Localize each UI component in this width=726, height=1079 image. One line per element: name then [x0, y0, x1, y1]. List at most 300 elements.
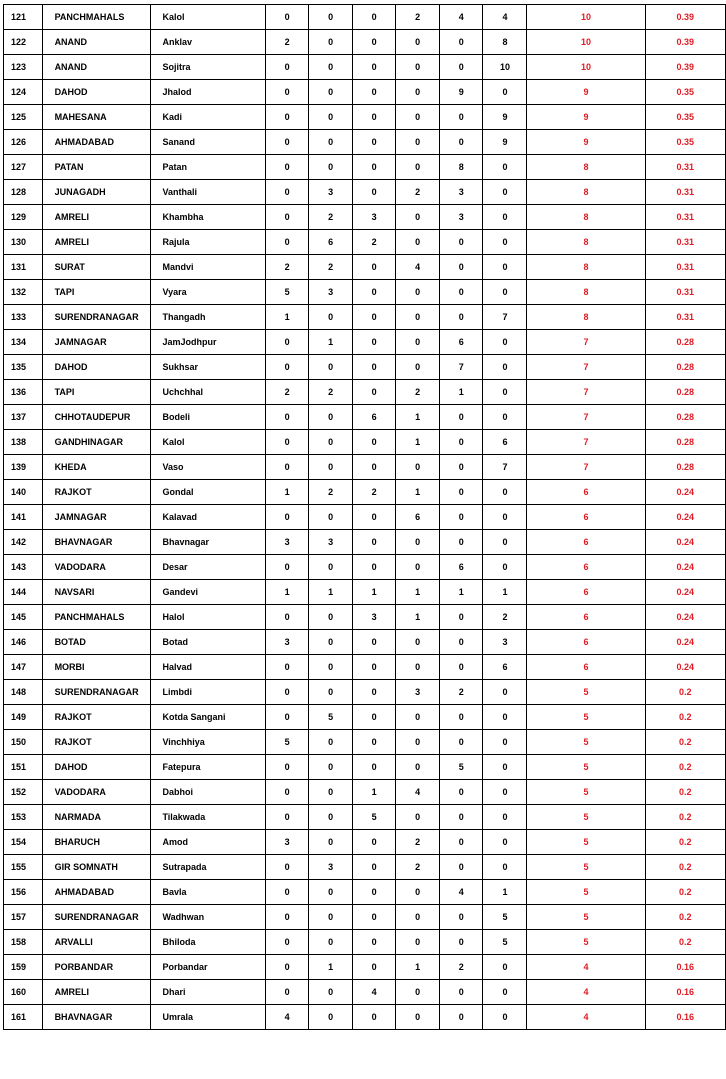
- taluka-cell: Jhalod: [151, 80, 265, 105]
- count-cell-3: 5: [352, 805, 396, 830]
- count-cell-1: 0: [265, 805, 309, 830]
- count-cell-6: 7: [483, 305, 527, 330]
- district-cell: SURENDRANAGAR: [42, 305, 151, 330]
- count-cell-2: 0: [309, 105, 353, 130]
- district-cell: PATAN: [42, 155, 151, 180]
- count-cell-2: 0: [309, 655, 353, 680]
- taluka-cell: Vyara: [151, 280, 265, 305]
- table-row: [4, 730, 726, 755]
- count-cell-5: 0: [439, 705, 483, 730]
- rank-cell: 146: [4, 630, 43, 655]
- rank-cell: 137: [4, 405, 43, 430]
- taluka-cell: Sukhsar: [151, 355, 265, 380]
- count-cell-6: 1: [483, 880, 527, 905]
- count-cell-4: 0: [396, 355, 440, 380]
- count-cell-4: 0: [396, 230, 440, 255]
- percent-cell: 0.31: [645, 205, 725, 230]
- count-cell-5: 0: [439, 780, 483, 805]
- table-row: [4, 55, 726, 80]
- count-cell-5: 0: [439, 255, 483, 280]
- district-cell: TAPI: [42, 380, 151, 405]
- district-cell: RAJKOT: [42, 705, 151, 730]
- taluka-cell: Sutrapada: [151, 855, 265, 880]
- district-cell: BHAVNAGAR: [42, 1005, 151, 1030]
- table-row: [4, 5, 726, 30]
- count-cell-1: 0: [265, 155, 309, 180]
- table-row: [4, 255, 726, 280]
- district-cell: KHEDA: [42, 455, 151, 480]
- percent-cell: 0.28: [645, 455, 725, 480]
- taluka-cell: Kadi: [151, 105, 265, 130]
- percent-cell: 0.2: [645, 905, 725, 930]
- table-row: [4, 480, 726, 505]
- total-cell: 5: [527, 880, 645, 905]
- taluka-cell: Gandevi: [151, 580, 265, 605]
- count-cell-6: 0: [483, 405, 527, 430]
- count-cell-1: 0: [265, 230, 309, 255]
- total-cell: 6: [527, 555, 645, 580]
- count-cell-6: 4: [483, 5, 527, 30]
- count-cell-2: 0: [309, 980, 353, 1005]
- percent-cell: 0.31: [645, 280, 725, 305]
- rank-cell: 121: [4, 5, 43, 30]
- rank-cell: 147: [4, 655, 43, 680]
- taluka-cell: Bhiloda: [151, 930, 265, 955]
- percent-cell: 0.2: [645, 930, 725, 955]
- district-cell: ANAND: [42, 55, 151, 80]
- count-cell-2: 3: [309, 855, 353, 880]
- percent-cell: 0.31: [645, 305, 725, 330]
- percent-cell: 0.28: [645, 405, 725, 430]
- table-row: [4, 1005, 726, 1030]
- table-row: [4, 130, 726, 155]
- district-cell: PANCHMAHALS: [42, 605, 151, 630]
- count-cell-4: 1: [396, 405, 440, 430]
- count-cell-2: 0: [309, 130, 353, 155]
- taluka-cell: Halol: [151, 605, 265, 630]
- count-cell-1: 1: [265, 480, 309, 505]
- count-cell-5: 0: [439, 905, 483, 930]
- taluka-cell: Kalavad: [151, 505, 265, 530]
- count-cell-1: 0: [265, 955, 309, 980]
- count-cell-3: 0: [352, 680, 396, 705]
- count-cell-3: 0: [352, 1005, 396, 1030]
- count-cell-1: 0: [265, 755, 309, 780]
- rank-cell: 131: [4, 255, 43, 280]
- table-row: [4, 705, 726, 730]
- percent-cell: 0.28: [645, 355, 725, 380]
- district-cell: JUNAGADH: [42, 180, 151, 205]
- count-cell-6: 0: [483, 1005, 527, 1030]
- count-cell-4: 4: [396, 780, 440, 805]
- count-cell-1: 4: [265, 1005, 309, 1030]
- count-cell-2: 0: [309, 1005, 353, 1030]
- table-row: [4, 780, 726, 805]
- count-cell-5: 0: [439, 1005, 483, 1030]
- table-row: [4, 655, 726, 680]
- count-cell-2: 3: [309, 280, 353, 305]
- percent-cell: 0.2: [645, 730, 725, 755]
- district-cell: VADODARA: [42, 555, 151, 580]
- taluka-cell: Mandvi: [151, 255, 265, 280]
- percent-cell: 0.16: [645, 955, 725, 980]
- count-cell-3: 0: [352, 705, 396, 730]
- table-row: [4, 880, 726, 905]
- count-cell-1: 0: [265, 880, 309, 905]
- total-cell: 6: [527, 480, 645, 505]
- count-cell-2: 3: [309, 180, 353, 205]
- table-container: [3, 4, 726, 1030]
- count-cell-2: 0: [309, 30, 353, 55]
- count-cell-5: 5: [439, 755, 483, 780]
- count-cell-6: 0: [483, 705, 527, 730]
- count-cell-5: 7: [439, 355, 483, 380]
- total-cell: 9: [527, 105, 645, 130]
- count-cell-2: 0: [309, 755, 353, 780]
- taluka-cell: Dhari: [151, 980, 265, 1005]
- count-cell-3: 3: [352, 205, 396, 230]
- table-row: [4, 455, 726, 480]
- rank-cell: 141: [4, 505, 43, 530]
- district-cell: JAMNAGAR: [42, 330, 151, 355]
- count-cell-6: 5: [483, 905, 527, 930]
- taluka-cell: Vinchhiya: [151, 730, 265, 755]
- count-cell-6: 2: [483, 605, 527, 630]
- count-cell-3: 0: [352, 180, 396, 205]
- count-cell-3: 0: [352, 55, 396, 80]
- rank-cell: 122: [4, 30, 43, 55]
- count-cell-3: 2: [352, 480, 396, 505]
- count-cell-5: 2: [439, 955, 483, 980]
- rank-cell: 155: [4, 855, 43, 880]
- total-cell: 4: [527, 1005, 645, 1030]
- count-cell-1: 0: [265, 430, 309, 455]
- taluka-cell: Vaso: [151, 455, 265, 480]
- count-cell-6: 0: [483, 780, 527, 805]
- count-cell-3: 3: [352, 605, 396, 630]
- taluka-cell: Bodeli: [151, 405, 265, 430]
- count-cell-6: 6: [483, 655, 527, 680]
- count-cell-4: 2: [396, 830, 440, 855]
- count-cell-6: 0: [483, 330, 527, 355]
- district-cell: NAVSARI: [42, 580, 151, 605]
- count-cell-1: 0: [265, 105, 309, 130]
- count-cell-5: 0: [439, 505, 483, 530]
- district-cell: RAJKOT: [42, 480, 151, 505]
- count-cell-4: 0: [396, 705, 440, 730]
- count-cell-2: 0: [309, 605, 353, 630]
- district-cell: AMRELI: [42, 980, 151, 1005]
- count-cell-3: 4: [352, 980, 396, 1005]
- count-cell-6: 0: [483, 355, 527, 380]
- count-cell-6: 0: [483, 180, 527, 205]
- count-cell-6: 10: [483, 55, 527, 80]
- count-cell-2: 0: [309, 55, 353, 80]
- count-cell-1: 0: [265, 930, 309, 955]
- count-cell-1: 0: [265, 980, 309, 1005]
- total-cell: 6: [527, 530, 645, 555]
- rank-cell: 130: [4, 230, 43, 255]
- count-cell-1: 0: [265, 205, 309, 230]
- count-cell-4: 2: [396, 5, 440, 30]
- count-cell-6: 0: [483, 555, 527, 580]
- taluka-cell: Desar: [151, 555, 265, 580]
- total-cell: 5: [527, 780, 645, 805]
- count-cell-2: 0: [309, 730, 353, 755]
- count-cell-2: 1: [309, 955, 353, 980]
- total-cell: 7: [527, 330, 645, 355]
- taluka-cell: Porbandar: [151, 955, 265, 980]
- rank-cell: 156: [4, 880, 43, 905]
- rank-cell: 123: [4, 55, 43, 80]
- table-row: [4, 530, 726, 555]
- count-cell-2: 0: [309, 630, 353, 655]
- total-cell: 5: [527, 930, 645, 955]
- taluka-cell: Kalol: [151, 5, 265, 30]
- table-row: [4, 555, 726, 580]
- count-cell-2: 3: [309, 530, 353, 555]
- table-row: [4, 855, 726, 880]
- total-cell: 10: [527, 5, 645, 30]
- percent-cell: 0.2: [645, 805, 725, 830]
- percent-cell: 0.28: [645, 380, 725, 405]
- count-cell-3: 0: [352, 955, 396, 980]
- count-cell-6: 8: [483, 30, 527, 55]
- district-cell: JAMNAGAR: [42, 505, 151, 530]
- count-cell-5: 6: [439, 555, 483, 580]
- count-cell-1: 0: [265, 905, 309, 930]
- count-cell-2: 2: [309, 480, 353, 505]
- count-cell-6: 9: [483, 130, 527, 155]
- count-cell-4: 1: [396, 955, 440, 980]
- total-cell: 6: [527, 630, 645, 655]
- rank-cell: 140: [4, 480, 43, 505]
- percent-cell: 0.24: [645, 605, 725, 630]
- taluka-cell: Bavla: [151, 880, 265, 905]
- count-cell-3: 0: [352, 305, 396, 330]
- count-cell-6: 5: [483, 930, 527, 955]
- count-cell-3: 0: [352, 155, 396, 180]
- count-cell-4: 4: [396, 255, 440, 280]
- count-cell-4: 3: [396, 680, 440, 705]
- count-cell-3: 0: [352, 630, 396, 655]
- count-cell-5: 0: [439, 455, 483, 480]
- count-cell-1: 5: [265, 280, 309, 305]
- table-row: [4, 930, 726, 955]
- percent-cell: 0.24: [645, 480, 725, 505]
- percent-cell: 0.35: [645, 130, 725, 155]
- district-cell: RAJKOT: [42, 730, 151, 755]
- count-cell-3: 0: [352, 530, 396, 555]
- table-row: [4, 605, 726, 630]
- count-cell-5: 0: [439, 305, 483, 330]
- table-row: [4, 405, 726, 430]
- count-cell-3: 6: [352, 405, 396, 430]
- total-cell: 4: [527, 955, 645, 980]
- count-cell-6: 0: [483, 255, 527, 280]
- count-cell-1: 3: [265, 830, 309, 855]
- count-cell-1: 0: [265, 330, 309, 355]
- taluka-cell: Tilakwada: [151, 805, 265, 830]
- count-cell-1: 2: [265, 255, 309, 280]
- count-cell-5: 0: [439, 405, 483, 430]
- count-cell-1: 2: [265, 380, 309, 405]
- count-cell-4: 0: [396, 205, 440, 230]
- count-cell-5: 2: [439, 680, 483, 705]
- count-cell-5: 0: [439, 930, 483, 955]
- count-cell-1: 5: [265, 730, 309, 755]
- table-row: [4, 230, 726, 255]
- rank-cell: 154: [4, 830, 43, 855]
- rank-cell: 129: [4, 205, 43, 230]
- count-cell-2: 0: [309, 430, 353, 455]
- count-cell-6: 0: [483, 805, 527, 830]
- total-cell: 8: [527, 155, 645, 180]
- count-cell-4: 0: [396, 655, 440, 680]
- count-cell-6: 3: [483, 630, 527, 655]
- taluka-cell: Umrala: [151, 1005, 265, 1030]
- count-cell-4: 0: [396, 880, 440, 905]
- total-cell: 6: [527, 505, 645, 530]
- count-cell-6: 0: [483, 955, 527, 980]
- district-cell: GIR SOMNATH: [42, 855, 151, 880]
- count-cell-6: 0: [483, 280, 527, 305]
- total-cell: 7: [527, 455, 645, 480]
- count-cell-3: 0: [352, 355, 396, 380]
- district-cell: MAHESANA: [42, 105, 151, 130]
- count-cell-4: 0: [396, 555, 440, 580]
- count-cell-1: 0: [265, 80, 309, 105]
- count-cell-2: 0: [309, 305, 353, 330]
- count-cell-4: 6: [396, 505, 440, 530]
- count-cell-1: 3: [265, 630, 309, 655]
- percent-cell: 0.24: [645, 655, 725, 680]
- count-cell-2: 0: [309, 505, 353, 530]
- count-cell-5: 0: [439, 105, 483, 130]
- count-cell-1: 2: [265, 30, 309, 55]
- count-cell-2: 2: [309, 205, 353, 230]
- taluka-cell: Limbdi: [151, 680, 265, 705]
- district-cell: ARVALLI: [42, 930, 151, 955]
- rank-cell: 133: [4, 305, 43, 330]
- table-row: [4, 755, 726, 780]
- count-cell-3: 0: [352, 655, 396, 680]
- percent-cell: 0.2: [645, 880, 725, 905]
- count-cell-3: 0: [352, 755, 396, 780]
- rank-cell: 126: [4, 130, 43, 155]
- rank-cell: 149: [4, 705, 43, 730]
- count-cell-2: 1: [309, 580, 353, 605]
- count-cell-5: 0: [439, 480, 483, 505]
- count-cell-6: 0: [483, 205, 527, 230]
- count-cell-4: 0: [396, 1005, 440, 1030]
- taluka-cell: Dabhoi: [151, 780, 265, 805]
- count-cell-5: 0: [439, 605, 483, 630]
- count-cell-5: 0: [439, 55, 483, 80]
- district-cell: MORBI: [42, 655, 151, 680]
- taluka-cell: Kotda Sangani: [151, 705, 265, 730]
- table-row: [4, 155, 726, 180]
- percent-cell: 0.39: [645, 5, 725, 30]
- count-cell-1: 0: [265, 130, 309, 155]
- total-cell: 5: [527, 730, 645, 755]
- count-cell-1: 0: [265, 455, 309, 480]
- count-cell-6: 0: [483, 830, 527, 855]
- table-row: [4, 430, 726, 455]
- count-cell-2: 0: [309, 355, 353, 380]
- count-cell-2: 6: [309, 230, 353, 255]
- count-cell-1: 0: [265, 405, 309, 430]
- count-cell-4: 0: [396, 730, 440, 755]
- district-cell: AHMADABAD: [42, 880, 151, 905]
- rank-cell: 124: [4, 80, 43, 105]
- count-cell-2: 0: [309, 930, 353, 955]
- taluka-cell: Gondal: [151, 480, 265, 505]
- count-cell-6: 0: [483, 480, 527, 505]
- count-cell-4: 0: [396, 105, 440, 130]
- count-cell-5: 9: [439, 80, 483, 105]
- count-cell-2: 0: [309, 680, 353, 705]
- table-row: [4, 580, 726, 605]
- count-cell-6: 7: [483, 455, 527, 480]
- count-cell-4: 2: [396, 855, 440, 880]
- count-cell-5: 8: [439, 155, 483, 180]
- count-cell-2: 0: [309, 905, 353, 930]
- district-cell: AMRELI: [42, 205, 151, 230]
- total-cell: 5: [527, 805, 645, 830]
- percent-cell: 0.31: [645, 230, 725, 255]
- table-body: [4, 5, 726, 1030]
- count-cell-2: 1: [309, 330, 353, 355]
- table-row: [4, 955, 726, 980]
- count-cell-4: 0: [396, 305, 440, 330]
- total-cell: 8: [527, 280, 645, 305]
- count-cell-5: 0: [439, 730, 483, 755]
- district-cell: AMRELI: [42, 230, 151, 255]
- rank-cell: 127: [4, 155, 43, 180]
- rank-cell: 132: [4, 280, 43, 305]
- rank-cell: 135: [4, 355, 43, 380]
- count-cell-5: 0: [439, 655, 483, 680]
- count-cell-1: 1: [265, 580, 309, 605]
- count-cell-4: 0: [396, 630, 440, 655]
- total-cell: 8: [527, 305, 645, 330]
- table-row: [4, 105, 726, 130]
- count-cell-5: 0: [439, 430, 483, 455]
- taluka-cell: Thangadh: [151, 305, 265, 330]
- taluka-cell: Sojitra: [151, 55, 265, 80]
- count-cell-2: 0: [309, 455, 353, 480]
- rank-cell: 148: [4, 680, 43, 705]
- count-cell-6: 0: [483, 155, 527, 180]
- rank-cell: 145: [4, 605, 43, 630]
- count-cell-1: 0: [265, 355, 309, 380]
- taluka-cell: Sanand: [151, 130, 265, 155]
- taluka-cell: Kalol: [151, 430, 265, 455]
- total-cell: 4: [527, 980, 645, 1005]
- total-cell: 10: [527, 30, 645, 55]
- count-cell-5: 4: [439, 880, 483, 905]
- count-cell-6: 0: [483, 855, 527, 880]
- count-cell-2: 0: [309, 80, 353, 105]
- percent-cell: 0.24: [645, 555, 725, 580]
- percent-cell: 0.31: [645, 155, 725, 180]
- total-cell: 10: [527, 55, 645, 80]
- count-cell-4: 1: [396, 580, 440, 605]
- count-cell-3: 0: [352, 80, 396, 105]
- count-cell-5: 4: [439, 5, 483, 30]
- count-cell-3: 0: [352, 330, 396, 355]
